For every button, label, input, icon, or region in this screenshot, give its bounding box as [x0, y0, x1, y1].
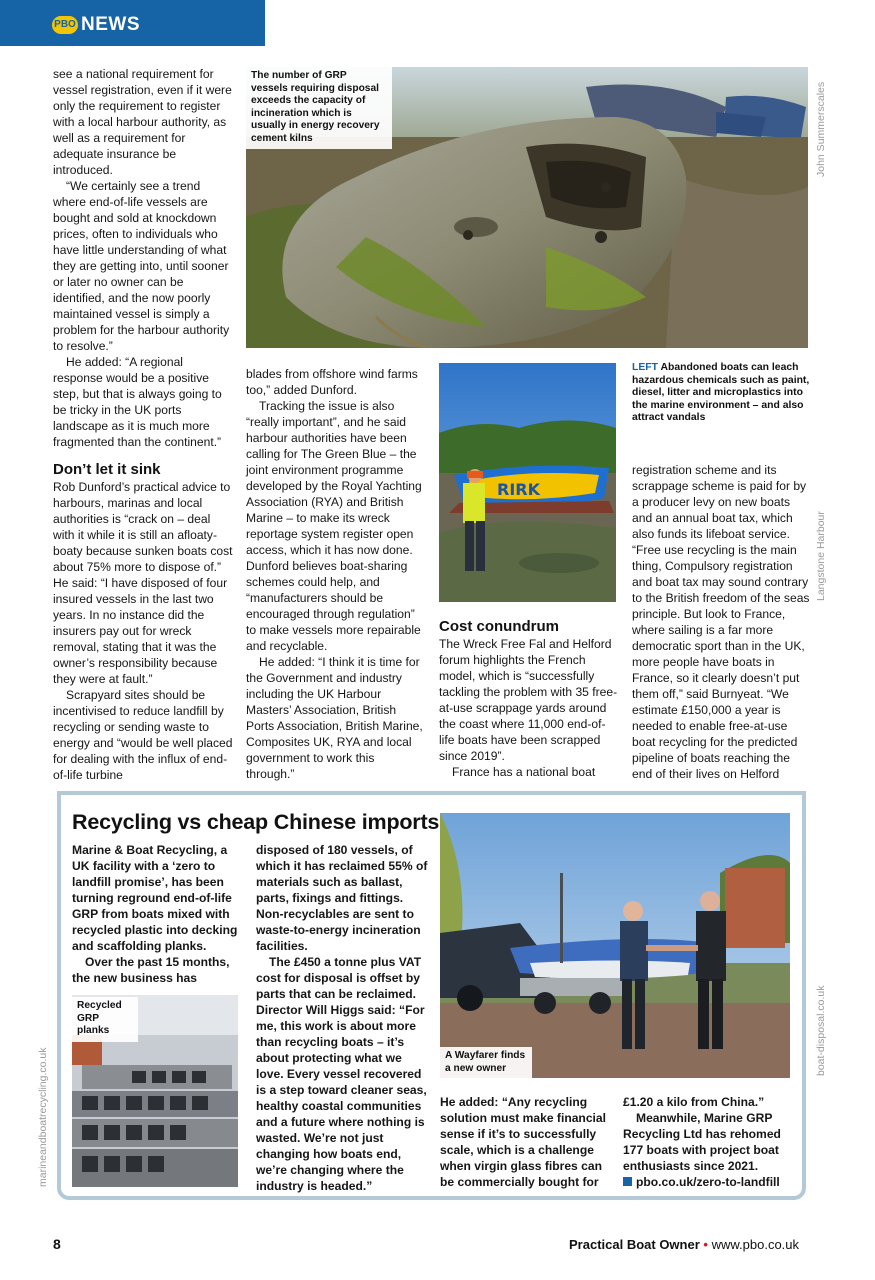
- subheading: Don’t let it sink: [53, 461, 161, 478]
- box-column-4: [623, 1094, 795, 1190]
- website-link[interactable]: www.pbo.co.uk: [711, 1237, 800, 1252]
- article-link[interactable]: pbo.co.uk/zero-to-landfill: [636, 1175, 780, 1189]
- paragraph: Tracking the issue is also “really important”, and he said harbour authorities have been calling for The Green Blue – the joint environment programme developed by the Royal Yachting Association (RYA) and British Marine – to make its wreck reportage system register open access, which it has now done. Dunford believes boat-sharing schemes could help, and “manufacturers should be encouraged through regulation” to make vessels more repairable and recyclable.: [246, 399, 422, 653]
- paragraph: He added: “I think it is time for the Government and industry including the UK Harbour Masters’ Association, British Ports Association, British Marine, Composites UK, RYA and local government to work this through.”: [246, 655, 423, 781]
- main-photo-caption: The number of GRP vessels requiring disposal exceeds the capacity of incineration which is usually in energy recovery cement kilns: [246, 67, 392, 149]
- paragraph: Meanwhile, Marine GRP Recycling Ltd has rehomed 177 boats with project boat enthusiasts since 2021.: [623, 1111, 781, 1173]
- article-column-1: [53, 66, 233, 783]
- box-column-3: [440, 1094, 610, 1190]
- paragraph: The Wreck Free Fal and Helford forum highlights the French model, which is “successfully tackling the problem with 35 free-at-use scrappage yards around the coast where 11,000 end-of-life boats have been scrapped since 2019”.: [439, 637, 618, 763]
- square-bullet-icon: [623, 1177, 632, 1186]
- box-column-2: [256, 842, 428, 1194]
- link-line[interactable]: [623, 1174, 795, 1190]
- left-photo-caption: [632, 362, 812, 425]
- caption-text: Abandoned boats can leach hazardous chemicals such as paint, diesel, litter and microplastics into the marine environment – and also attract vandals: [632, 362, 810, 423]
- paragraph: Over the past 15 months, the new business has: [72, 955, 230, 985]
- paragraph: France has a national boat: [452, 765, 596, 779]
- bullet-icon: •: [703, 1237, 708, 1252]
- article-column-2: [246, 366, 426, 782]
- paragraph: disposed of 180 vessels, of which it has reclaimed 55% of materials such as ballast, parts, fixings and fittings. Non-recyclables are sent to waste-to-energy incineration facilities.: [256, 843, 428, 953]
- page-number: 8: [53, 1236, 61, 1252]
- wayfarer-caption: A Wayfarer finds a new owner: [440, 1047, 532, 1079]
- paragraph: £1.20 a kilo from China.”: [623, 1095, 765, 1109]
- photo-credit: John Summerscales: [815, 81, 827, 177]
- caption-label: LEFT: [632, 362, 658, 373]
- box-title: Recycling vs cheap Chinese imports: [72, 810, 440, 834]
- paragraph: Rob Dunford’s practical advice to harbours, marinas and local authorities is “crack on – deal with it while it is still an afloaty-boaty because sunken boats cost about 75% more to dispose of.” He said: “I have disposed of four insured vessels in the last two years. In no instance did the insurers pay out for wreck removal, stating that it was the owner’s responsibility because they were at fault.”: [53, 480, 233, 686]
- paragraph: “We certainly see a trend where end-of-life vessels are bought and sold at knockdown prices, often to individuals who have little understanding of what they are getting into, until sooner or later no owner can be identified, and the now poorly maintained vessel is simply a problem for the harbour authority to resolve.”: [53, 179, 230, 353]
- pbo-logo: PBO: [52, 16, 78, 34]
- planks-caption: Recycled GRP planks: [72, 997, 138, 1042]
- photo-credit: boat-disposal.co.uk: [815, 985, 827, 1076]
- magazine-name: Practical Boat Owner: [569, 1237, 700, 1252]
- box-column-1: [72, 842, 238, 986]
- article-column-4: [632, 462, 812, 782]
- footer-masthead: [569, 1237, 799, 1252]
- wayfarer-illustration: [440, 813, 790, 1078]
- subheading: Cost conundrum: [439, 618, 559, 635]
- paragraph: He added: “Any recycling solution must make financial sense if it’s to successfully scale, which is a challenge when virgin glass fibres can be commercially bought for: [440, 1095, 606, 1189]
- paragraph: He added: “A regional response would be a positive step, but that is always going to be tricky in the UK ports landscape as it is much more fragmented than the continent.”: [53, 355, 222, 449]
- article-column-3: [439, 618, 619, 780]
- graffiti-boat-illustration: [439, 363, 616, 602]
- paragraph: The £450 a tonne plus VAT cost for disposal is offset by parts that can be reclaimed. Director Will Higgs said: “For me, this work is about more than recycling boats – it’s about protecting what we love. Every vessel recovered is a step toward cleaner seas, healthy coastal communities and a future where nothing is wasted. We’re not just changing how boats end, we’re changing where the industry is headed.”: [256, 955, 427, 1193]
- wayfarer-handover-photo: [440, 813, 790, 1078]
- section-title: NEWS: [81, 14, 140, 35]
- graffiti-text: RIRK: [497, 480, 540, 499]
- photo-credit: marineandboatrecycling.co.uk: [37, 1047, 49, 1187]
- paragraph: see a national requirement for vessel registration, even if it were only the requirement to register with a local harbour authority, as well as a requirement for adequate insurance be introduced.: [53, 67, 232, 177]
- graffiti-boat-photo: [439, 363, 616, 602]
- paragraph: registration scheme and its scrappage scheme is paid for by a producer levy on new boats and an annual boat tax, which also funds its lifeboat service. “Free use recycling is the main thing, Compulsory registration and boat tax may sound contrary to the British freedom of the seas principle. But look to France, where sailing is a far more democratic sport than in the UK, more people have boats in France, so it clearly doesn’t put them off,” said Burnyeat. “We estimate £150,000 a year is needed to enable free-at-use boat recycling for the predicted pipeline of boats reaching the end of their lives on Helford: [632, 463, 810, 781]
- photo-credit: Langstone Harbour: [815, 511, 827, 601]
- paragraph: Scrapyard sites should be incentivised to reduce landfill by recycling or sending waste to energy and “would be well placed for dealing with the influx of end-of-life turbine: [53, 688, 233, 782]
- paragraph: blades from offshore wind farms too,” added Dunford.: [246, 367, 418, 397]
- paragraph: Marine & Boat Recycling, a UK facility with a ‘zero to landfill promise’, has been turning reground end-of-life GRP from boats mixed with recycled plastic into decking and scaffolding planks.: [72, 843, 238, 953]
